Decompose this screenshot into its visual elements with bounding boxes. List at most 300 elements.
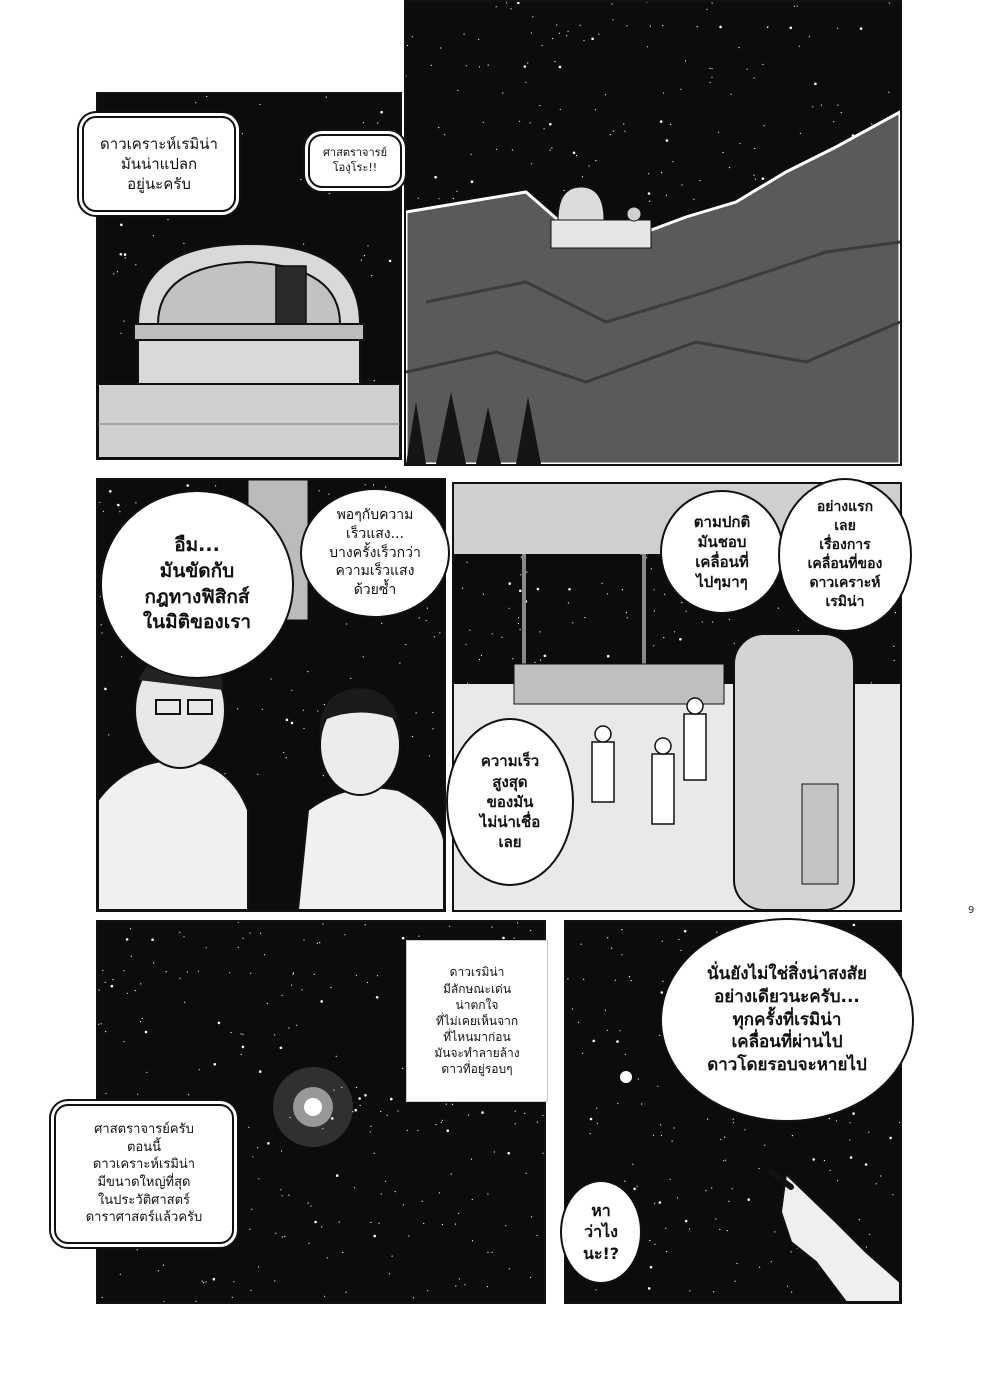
star [183, 243, 184, 244]
star [112, 979, 113, 980]
star [320, 1000, 323, 1003]
star [662, 25, 663, 26]
star [888, 92, 889, 93]
star [218, 1022, 221, 1025]
star [377, 975, 378, 976]
star [537, 1122, 538, 1123]
star [242, 938, 243, 939]
star [426, 620, 427, 621]
star [336, 1056, 337, 1057]
star [837, 28, 838, 29]
star [526, 572, 527, 573]
mountain-scene [406, 2, 900, 464]
star [762, 177, 765, 180]
star [860, 27, 863, 30]
star [327, 1257, 328, 1258]
star [836, 1120, 837, 1121]
star [418, 936, 419, 937]
star [358, 1097, 361, 1100]
star [326, 97, 327, 98]
star [121, 656, 122, 657]
star [288, 1195, 289, 1196]
star [876, 1183, 877, 1184]
star [631, 980, 632, 981]
star [374, 380, 375, 381]
star [267, 1142, 270, 1145]
star [427, 608, 428, 609]
star [467, 683, 468, 684]
star [605, 1010, 606, 1011]
speech-text: อย่างแรก เลย เรื่องการ เคลื่อนที่ของ ดาวเคราะห์ เรมิน่า [807, 499, 883, 610]
star [829, 1118, 830, 1119]
star [471, 180, 474, 183]
star [441, 1122, 442, 1123]
star [662, 941, 663, 942]
star [660, 120, 663, 123]
star [774, 1231, 775, 1232]
star [423, 1223, 424, 1224]
star [233, 1281, 234, 1282]
star [702, 621, 703, 622]
star [432, 712, 433, 713]
star [735, 1281, 736, 1282]
star [659, 1201, 662, 1204]
star [354, 1109, 357, 1112]
speech-text: ศาสตราจารย์ โองุโระ!! [322, 146, 388, 174]
star [260, 104, 261, 105]
star [638, 1078, 639, 1079]
star [439, 632, 440, 633]
star [296, 1025, 297, 1026]
star [146, 1072, 147, 1073]
star [764, 1145, 765, 1146]
star [282, 1195, 283, 1196]
star [328, 494, 329, 495]
star [462, 588, 463, 589]
star [799, 46, 800, 47]
star [663, 637, 664, 638]
star [508, 582, 511, 585]
star [291, 722, 294, 725]
star [559, 33, 560, 34]
star [451, 1173, 452, 1174]
star [370, 1126, 371, 1127]
star [583, 979, 584, 980]
star [479, 66, 480, 67]
star [381, 1193, 382, 1194]
star [722, 152, 723, 153]
star [659, 1035, 660, 1036]
star [663, 92, 664, 93]
star [619, 1030, 620, 1031]
star [707, 1119, 708, 1120]
star [705, 1190, 706, 1191]
star [868, 1132, 869, 1133]
star [607, 655, 610, 658]
star [483, 122, 484, 123]
star [249, 1229, 250, 1230]
star [374, 1153, 375, 1154]
star [283, 752, 284, 753]
star [267, 1003, 268, 1004]
star [323, 775, 324, 776]
star [512, 658, 513, 659]
star [303, 244, 304, 245]
speech-bubble-professor-oguro [308, 134, 402, 188]
star [578, 1022, 579, 1023]
star [442, 1224, 443, 1225]
star [389, 1273, 390, 1274]
speech-bubble-against-physics [100, 490, 294, 679]
star [519, 121, 520, 122]
star [319, 942, 320, 943]
star [812, 106, 813, 107]
star [568, 602, 569, 603]
star [715, 1218, 716, 1219]
star [237, 708, 238, 709]
star [153, 962, 154, 963]
star [778, 608, 779, 609]
star [837, 1180, 838, 1181]
star [564, 190, 565, 191]
star [123, 1041, 124, 1042]
star [509, 1268, 510, 1269]
star [787, 1286, 788, 1287]
star [613, 131, 614, 132]
speech-text: อืม... มันขัดกับ กฎทางฟิสิกส์ ในมิติของเรา [142, 534, 252, 634]
star [682, 184, 683, 185]
star [797, 5, 798, 6]
star [859, 1219, 860, 1220]
star [666, 1251, 667, 1252]
star [521, 557, 522, 558]
star [611, 3, 612, 4]
star [540, 660, 541, 661]
star [539, 105, 540, 106]
star [512, 149, 513, 150]
star [853, 924, 856, 927]
star [889, 1137, 892, 1140]
star [483, 594, 484, 595]
star [487, 1193, 488, 1194]
star [747, 1198, 750, 1201]
star [754, 148, 755, 149]
star [124, 321, 125, 322]
star [117, 271, 118, 272]
star [531, 1216, 532, 1217]
star [459, 1278, 460, 1279]
star [117, 504, 120, 507]
star [324, 704, 325, 705]
speech-text: ศาสตราจารย์ครับ ตอนนี้ ดาวเคราะห์เรมิน่า มีขนาดใหญ่ที่สุด ในประวัติศาสตร์ ดาราศาสตร์แล้วครับ [85, 1122, 203, 1226]
star [648, 173, 649, 174]
star [622, 589, 623, 590]
star [661, 172, 662, 173]
star [515, 1111, 516, 1112]
star [258, 1266, 259, 1267]
speech-text: ความเร็ว สูงสุด ของมัน ไม่น่าเชื่อ เลย [479, 752, 541, 852]
star [821, 105, 822, 106]
star [455, 1285, 456, 1286]
star [626, 25, 627, 26]
star [706, 9, 707, 10]
star [487, 1252, 488, 1253]
star [179, 932, 180, 933]
star [360, 1105, 361, 1106]
star [724, 1137, 725, 1138]
star [225, 773, 226, 774]
star [250, 973, 251, 974]
star [527, 62, 528, 63]
star [444, 134, 445, 135]
star [616, 1040, 619, 1043]
star [417, 1130, 418, 1131]
star [397, 1110, 398, 1111]
star [195, 102, 196, 103]
star [711, 1187, 712, 1188]
star [866, 1246, 867, 1247]
star [598, 34, 599, 35]
star [660, 1124, 661, 1125]
star [849, 1122, 850, 1123]
star [737, 1263, 738, 1264]
star [601, 583, 602, 584]
star [814, 83, 817, 86]
star [427, 1290, 428, 1291]
star [550, 150, 551, 151]
star [560, 109, 561, 110]
star [597, 1123, 598, 1124]
star [274, 1280, 275, 1281]
star [471, 1159, 472, 1160]
star [729, 167, 730, 168]
star [257, 774, 258, 775]
star [387, 1115, 388, 1116]
star [632, 1164, 633, 1165]
star [439, 1192, 440, 1193]
star [517, 922, 518, 923]
star [123, 970, 124, 971]
star [458, 1213, 459, 1214]
star [131, 956, 132, 957]
star [733, 1119, 734, 1120]
star [647, 46, 648, 47]
star [364, 255, 365, 256]
star [624, 131, 625, 132]
star [308, 1243, 309, 1244]
star [317, 943, 318, 944]
star [670, 1179, 671, 1180]
star [101, 624, 102, 625]
star [166, 971, 167, 972]
star [292, 973, 293, 974]
star [650, 1266, 653, 1269]
star [135, 264, 136, 265]
star [125, 257, 126, 258]
star [629, 976, 630, 977]
star [552, 38, 553, 39]
star [654, 610, 655, 611]
star [672, 1141, 673, 1142]
star [869, 1234, 870, 1235]
star [542, 1153, 543, 1154]
star [670, 124, 671, 125]
star [794, 6, 795, 7]
star [241, 1054, 242, 1055]
star [666, 139, 669, 142]
star [377, 122, 378, 123]
star [871, 124, 872, 125]
star [509, 608, 510, 609]
star [101, 632, 102, 633]
star [259, 1070, 262, 1073]
star [507, 1152, 510, 1155]
star [319, 490, 320, 491]
star [344, 934, 345, 935]
star [880, 1175, 881, 1176]
star [648, 192, 651, 195]
star [471, 154, 472, 155]
star [184, 1002, 185, 1003]
speech-bubble-normally-moves [660, 490, 784, 614]
star [520, 574, 521, 575]
star [370, 1222, 371, 1223]
star [510, 8, 511, 9]
star [281, 995, 282, 996]
star [530, 1277, 531, 1278]
star [238, 947, 239, 948]
star [431, 65, 432, 66]
star [753, 175, 754, 176]
star [798, 630, 799, 631]
star [242, 1046, 245, 1049]
star [275, 1233, 276, 1234]
star [102, 1297, 103, 1298]
star [442, 1120, 443, 1121]
star [440, 47, 441, 48]
star [230, 1032, 231, 1033]
star [142, 1018, 143, 1019]
star [407, 45, 408, 46]
star [106, 214, 107, 215]
star [167, 219, 168, 220]
star [145, 1031, 148, 1034]
star [242, 1034, 243, 1035]
star [481, 1111, 484, 1114]
star [120, 224, 123, 227]
star [699, 180, 700, 181]
star [833, 121, 834, 122]
star [568, 588, 571, 591]
star [589, 165, 590, 166]
star [685, 60, 686, 61]
star [591, 38, 594, 41]
star [680, 89, 681, 90]
star [407, 1130, 408, 1131]
star [365, 924, 366, 925]
star [824, 1160, 825, 1161]
star [363, 656, 364, 657]
star [481, 655, 482, 656]
star [284, 1236, 285, 1237]
star [188, 1094, 189, 1095]
star [572, 1008, 573, 1009]
star [745, 1129, 746, 1130]
speech-bubble-largest-planet [54, 1104, 234, 1244]
star [241, 1033, 242, 1034]
star [524, 1113, 525, 1114]
star [554, 61, 555, 62]
speech-bubble-remina-strange [82, 116, 236, 212]
star [446, 1129, 449, 1132]
star [373, 484, 374, 485]
star [438, 127, 439, 128]
star [280, 1047, 283, 1050]
star [395, 1191, 396, 1192]
star [105, 1093, 106, 1094]
star [661, 1135, 662, 1136]
star [124, 253, 127, 256]
star [678, 939, 679, 940]
star [725, 1160, 726, 1161]
star [551, 147, 552, 148]
star [419, 617, 420, 618]
star [689, 1228, 690, 1229]
star [413, 1297, 414, 1298]
star [734, 643, 735, 644]
star [339, 1221, 340, 1222]
star [434, 176, 437, 179]
star [258, 1178, 259, 1179]
speech-bubble-what [560, 1180, 642, 1284]
star [549, 123, 552, 126]
star [381, 623, 382, 624]
star [673, 1127, 674, 1128]
star [720, 1139, 721, 1140]
star [892, 1194, 893, 1195]
star [281, 1150, 282, 1151]
star [135, 990, 136, 991]
star [491, 927, 492, 928]
star [753, 77, 754, 78]
star [464, 1284, 465, 1285]
star [286, 719, 289, 722]
star [709, 68, 710, 69]
star [800, 133, 801, 134]
star [113, 273, 114, 274]
star [469, 630, 470, 631]
star [365, 484, 366, 485]
star [679, 638, 682, 641]
star [321, 1226, 322, 1227]
star [681, 602, 682, 603]
star [213, 1278, 216, 1281]
star [187, 971, 188, 972]
star [257, 1147, 258, 1148]
star [465, 644, 466, 645]
star [435, 1124, 436, 1125]
star [310, 1205, 311, 1206]
star [336, 1174, 339, 1177]
caption-remina-feature [406, 940, 548, 1102]
star [262, 709, 263, 710]
star [314, 1221, 317, 1224]
star [137, 1094, 138, 1095]
star [731, 94, 732, 95]
star [249, 932, 250, 933]
star [356, 1087, 357, 1088]
star [519, 590, 522, 593]
